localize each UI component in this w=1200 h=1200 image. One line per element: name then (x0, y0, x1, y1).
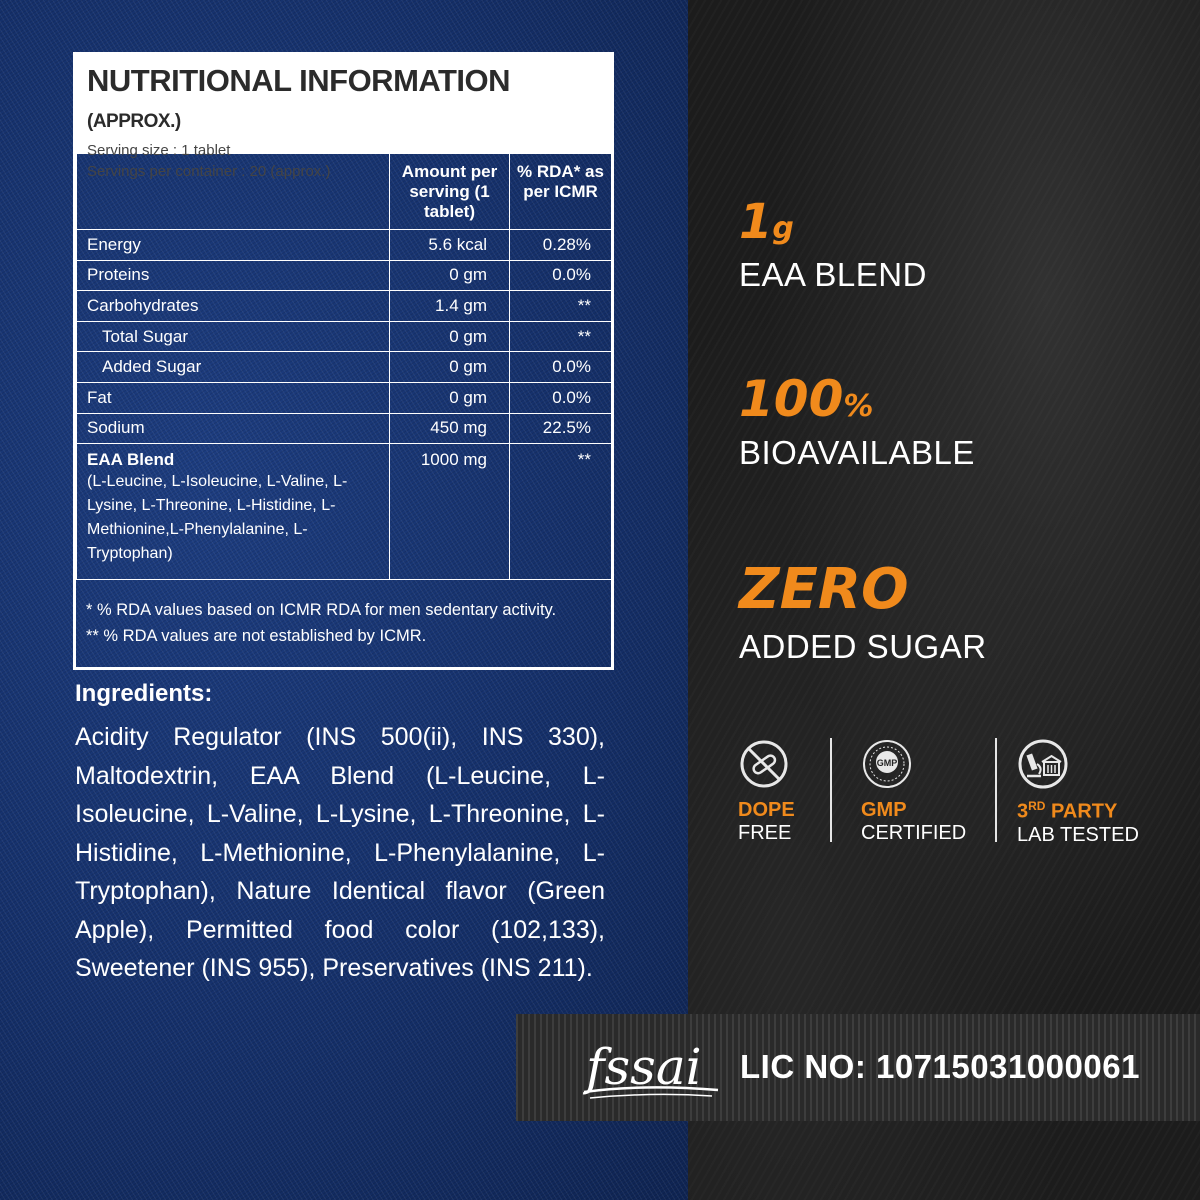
eaa-blend-amount: 1000 mg (390, 444, 510, 580)
nutrient-amount: 0 gm (390, 352, 510, 383)
fssai-logo (582, 1026, 722, 1106)
nutrient-rda: 0.0% (510, 352, 612, 383)
badge-line1-rest: PARTY (1045, 800, 1118, 823)
claim-label: BIOAVAILABLE (739, 434, 975, 471)
table-row (77, 230, 612, 261)
claim-label: EAA BLEND (739, 256, 927, 293)
serving-size: Serving size : 1 tablet (87, 142, 231, 159)
footnote-rda: * % RDA values based on ICMR RDA for men sedentary activity. (86, 601, 557, 620)
certification-badges (735, 738, 1165, 846)
table-row (77, 352, 612, 383)
header-rda: % RDA* as per ICMR (510, 154, 612, 230)
badge-line1: GMP (861, 799, 907, 821)
servings-per-container: Servings per container : 20 (approx.) (87, 163, 331, 180)
badge-lab-tested (1017, 738, 1139, 847)
nutrient-rda: 22.5% (510, 413, 612, 444)
claim-number: 1 (739, 194, 773, 250)
no-drugs-icon (738, 738, 790, 790)
nutrient-name: Proteins (77, 260, 390, 291)
nutrient-name: Added Sugar (77, 352, 390, 383)
claim-bioavailable (739, 370, 975, 472)
nutrition-title-suffix: (APPROX.) (87, 111, 181, 132)
nutrient-rda: 0.0% (510, 260, 612, 291)
nutrition-footnotes (76, 580, 611, 649)
fssai-logo-text: fssai (586, 1038, 702, 1096)
nutrient-rda: ** (510, 321, 612, 352)
nutrient-name: Fat (77, 382, 390, 413)
nutrient-rda: 0.28% (510, 230, 612, 261)
badge-line2: FREE (738, 822, 792, 844)
nutrition-title (87, 63, 600, 140)
nutrient-amount: 450 mg (390, 413, 510, 444)
nutrient-name: Total Sugar (77, 321, 390, 352)
fssai-license-number: LIC NO: 10715031000061 (740, 1048, 1140, 1085)
gmp-seal-text: GMP (876, 758, 898, 768)
nutrient-rda: 0.0% (510, 382, 612, 413)
claim-number: ZERO (739, 557, 909, 622)
header-amount: Amount per serving (1 tablet) (390, 154, 510, 230)
badge-divider (830, 738, 832, 842)
claim-label: ADDED SUGAR (739, 628, 987, 665)
nutrient-name: Carbohydrates (77, 291, 390, 322)
nutrient-amount: 0 gm (390, 260, 510, 291)
table-row (77, 291, 612, 322)
nutrition-title-text: NUTRITIONAL INFORMATION (87, 63, 511, 98)
ingredients-title: Ingredients: (75, 680, 213, 707)
ingredients-text: Acidity Regulator (INS 500(ii), INS 330), Maltodextrin, EAA Blend (L-Leucine, L-Isoleucine, L-Valine, L-Lysine, L-Threonine, L-Histidine, L-Methionine, L-Phenylalanine, L-Tryptophan), Nature Identical flavor (Green Apple), Permitted food color (102,133), Sweetener (INS 955), Preservatives (INS 211). (75, 723, 605, 982)
footnote-not-established: ** % RDA values are not established by ICMR. (86, 627, 427, 646)
claim-unit: % (843, 389, 874, 424)
eaa-blend-name: EAA Blend (87, 450, 175, 470)
table-row-eaa-blend (77, 444, 612, 580)
nutrient-amount: 5.6 kcal (390, 230, 510, 261)
claim-value (739, 557, 987, 622)
fssai-license-band (516, 1014, 1200, 1121)
badge-line2: LAB TESTED (1017, 823, 1139, 846)
claim-zero-sugar (739, 557, 987, 666)
eaa-blend-cell (77, 444, 390, 580)
nutrition-facts-box (73, 52, 614, 670)
nutrient-amount: 0 gm (390, 321, 510, 352)
eaa-blend-rda: ** (510, 444, 612, 580)
badge-line1: DOPE (738, 799, 795, 821)
claim-value (739, 194, 927, 250)
ingredients-section (75, 680, 605, 988)
nutrient-amount: 1.4 gm (390, 291, 510, 322)
eaa-blend-components: (L-Leucine, L-Isoleucine, L-Valine, L-Lysine, L-Threonine, L-Histidine, L-Methionine,L-Phenylalanine, L-Tryptophan) (87, 473, 348, 563)
table-row (77, 382, 612, 413)
badge-divider (995, 738, 997, 842)
table-row (77, 260, 612, 291)
nutrition-table (76, 153, 612, 580)
badge-ordinal: 3 (1017, 800, 1029, 823)
badge-dope-free (738, 738, 795, 845)
nutrient-name: Energy (77, 230, 390, 261)
nutrition-header (76, 55, 611, 180)
claim-value (739, 370, 975, 428)
claim-eaa-blend (739, 194, 927, 294)
claim-unit: g (772, 211, 794, 246)
badge-line1 (1017, 799, 1139, 824)
microscope-lab-icon (1017, 738, 1069, 790)
nutrient-rda: ** (510, 291, 612, 322)
nutrient-name: Sodium (77, 413, 390, 444)
nutrient-amount: 0 gm (390, 382, 510, 413)
table-row (77, 321, 612, 352)
claim-number: 100 (739, 370, 844, 428)
badge-line2: CERTIFIED (861, 822, 967, 844)
table-row (77, 413, 612, 444)
badge-gmp-certified (861, 738, 966, 845)
gmp-seal-icon (861, 738, 913, 790)
badge-ordinal-suffix: RD (1028, 799, 1046, 813)
